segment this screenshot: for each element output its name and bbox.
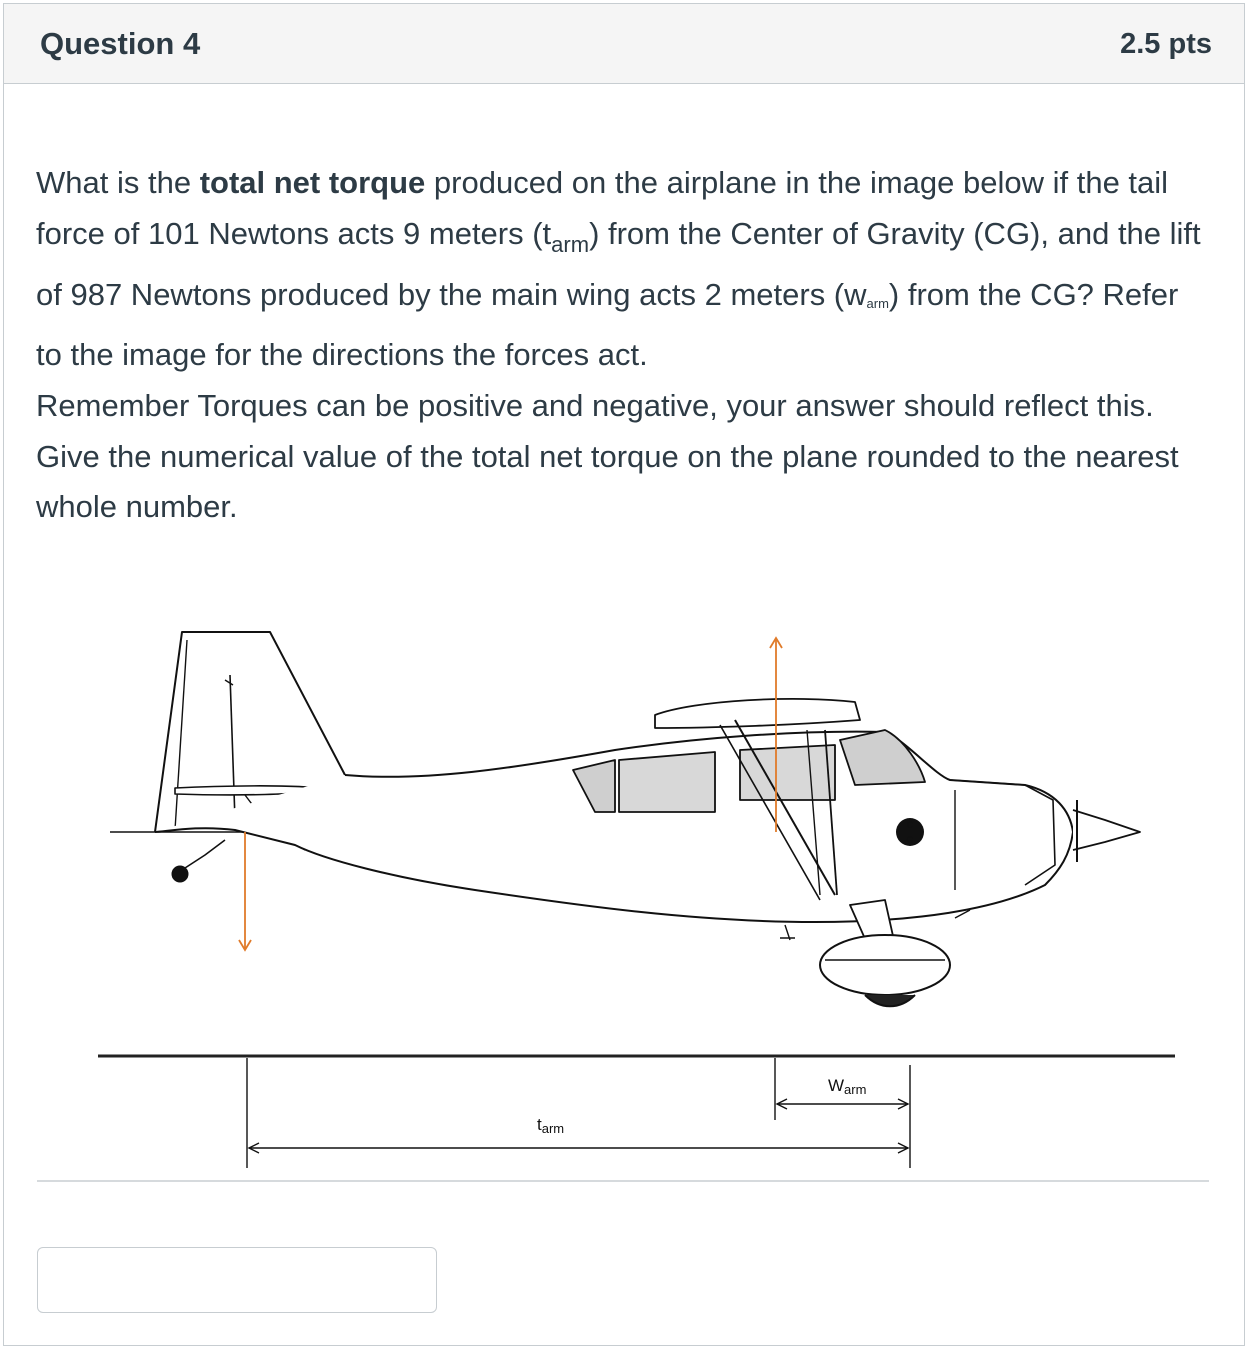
cg-label-bottom: G bbox=[906, 835, 914, 845]
cg-label-top: C bbox=[906, 820, 914, 830]
tarm-subscript: arm bbox=[551, 231, 590, 257]
question-title: Question 4 bbox=[40, 26, 201, 61]
prompt-text: ) from the Center of Gravity (CG), and the lift of 987 Newtons produced by the main wing acts 2 meters (w bbox=[36, 215, 1201, 312]
question-prompt-paragraph-1 bbox=[36, 158, 1206, 380]
divider bbox=[37, 1180, 1209, 1182]
prompt-text: produced on the airplane in the image below if the tail force of 101 Newtons acts 9 meters (t bbox=[36, 165, 1169, 251]
question-header bbox=[4, 4, 1244, 84]
question-points: 2.5 pts bbox=[1120, 28, 1212, 60]
prompt-bold-text: total net torque bbox=[199, 165, 426, 200]
tarm-label: tarm bbox=[537, 1115, 565, 1136]
airplane-torque-diagram bbox=[95, 600, 1185, 1180]
answer-input[interactable] bbox=[37, 1247, 437, 1313]
cg-marker bbox=[896, 818, 924, 846]
airplane-drawing bbox=[155, 632, 1140, 1006]
prompt-text: ) from the CG? Refer to the image for the directions the forces act. bbox=[36, 277, 1179, 372]
dimension-lines bbox=[247, 1058, 910, 1168]
question-prompt-paragraph-2: Remember Torques can be positive and negative, your answer should reflect this. Give the numerical value of the total net torque on the plane rounded to the nearest whole number. bbox=[36, 388, 1179, 524]
warm-subscript: arm bbox=[866, 296, 889, 311]
prompt-text: What is the bbox=[36, 165, 200, 200]
warm-label: Warm bbox=[828, 1076, 867, 1097]
